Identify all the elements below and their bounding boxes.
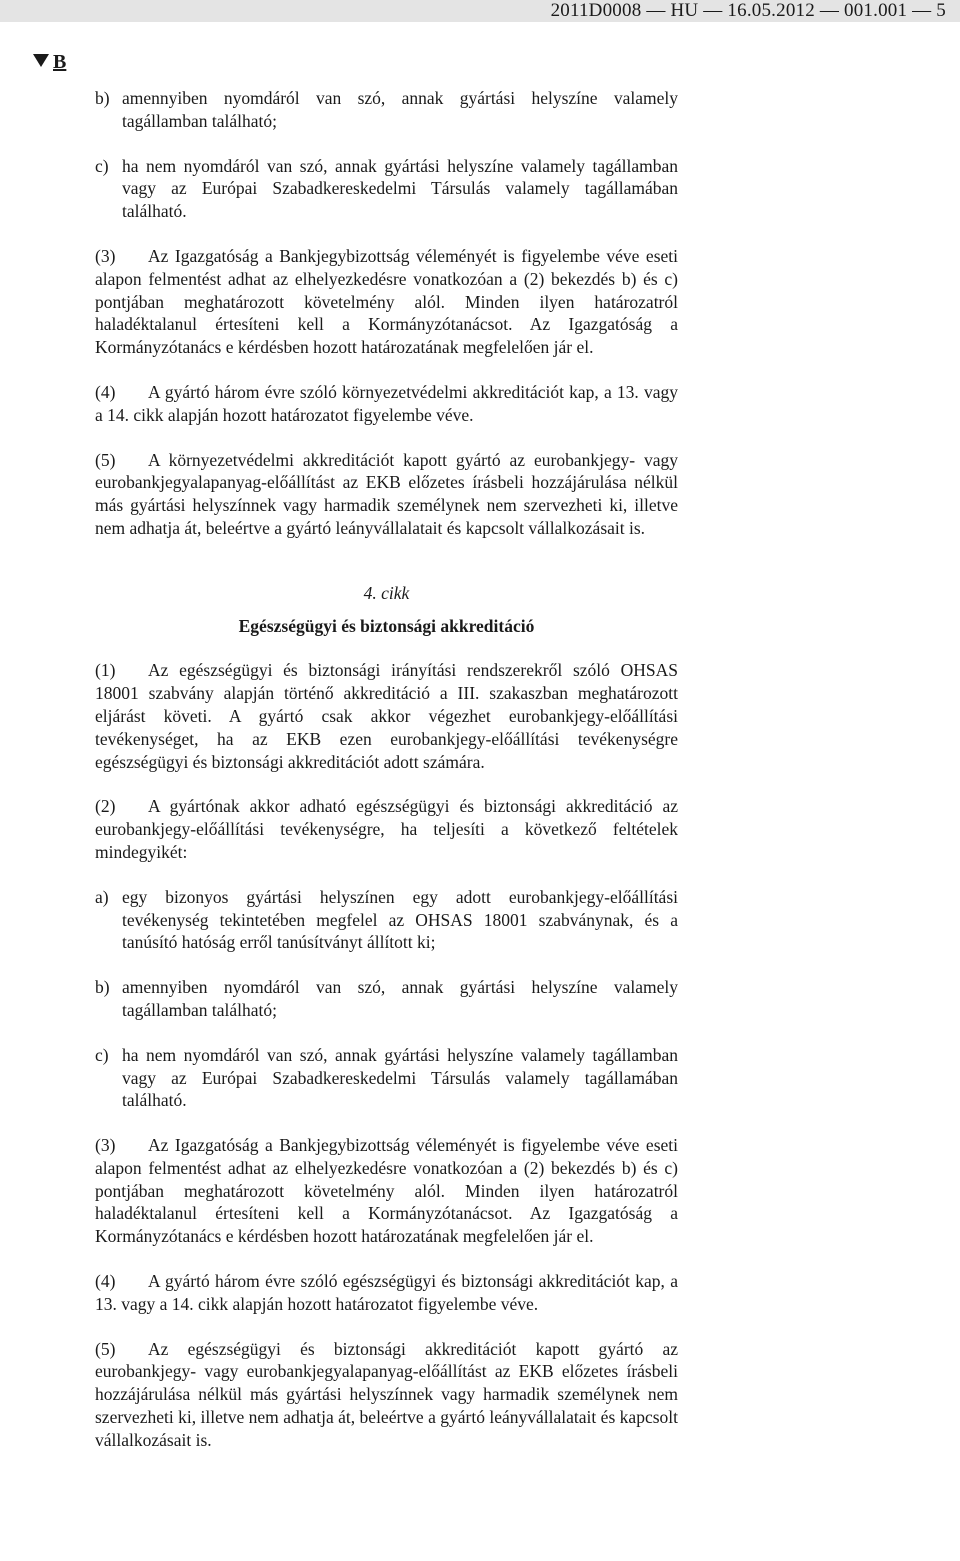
list-item (95, 1044, 678, 1112)
paragraph (95, 659, 678, 773)
item-text: amennyiben nyomdáról van szó, annak gyártási helyszíne valamely tagállamban található; (122, 977, 678, 1020)
paragraph-text: A gyártó három évre szóló egészségügyi és biztonsági akkreditációt kap, a 13. vagy a 14. cikk alapján hozott határozatot figyelembe véve. (95, 1271, 678, 1314)
item-label: a) (95, 886, 109, 907)
paragraph-text: A gyártónak akkor adható egészségügyi és biztonsági akkreditáció az eurobankjegy-előállítási tevékenységre, ha teljesíti a következő feltételek mindegyikét: (95, 796, 678, 862)
paragraph-number: (3) (95, 1135, 116, 1156)
paragraph-number: (4) (95, 381, 116, 402)
marker-label: B (53, 51, 67, 73)
list-item (95, 87, 678, 133)
item-text: egy bizonyos gyártási helyszínen egy adott eurobankjegy-előállítási tevékenység tekintetében megfelel az OHSAS 18001 szabványnak, és a tanúsító hatóság erről tanúsítványt állított ki; (122, 886, 678, 953)
paragraph-number: (1) (95, 660, 116, 681)
paragraph-text: A gyártó három évre szóló környezetvédelmi akkreditációt kap, a 13. vagy a 14. cikk alapján hozott határozatot figyelembe véve. (95, 381, 678, 425)
document-header (0, 0, 960, 22)
paragraph-number: (5) (95, 449, 116, 470)
triangle-down-icon (33, 54, 49, 67)
list-item (95, 886, 678, 954)
list-item (95, 155, 678, 223)
document-body (95, 87, 678, 1474)
article-title: Egészségügyi és biztonsági akkreditáció (238, 615, 535, 636)
paragraph (95, 1134, 678, 1248)
paragraph (95, 1338, 678, 1452)
paragraph (95, 245, 678, 359)
paragraph-number: (5) (95, 1338, 116, 1359)
item-text: ha nem nyomdáról van szó, annak gyártási helyszíne valamely tagállamban vagy az Európai Szabadkereskedelmi Társulás valamely tagállamában található. (122, 1044, 678, 1111)
item-text: amennyiben nyomdáról van szó, annak gyártási helyszíne valamely tagállamban található; (122, 88, 678, 131)
item-label: c) (95, 155, 109, 176)
paragraph-number: (3) (95, 245, 116, 266)
paragraph (95, 449, 678, 540)
item-label: b) (95, 88, 110, 108)
paragraph-text: A környezetvédelmi akkreditációt kapott gyártó az eurobankjegy- vagy eurobankjegyalapanyag-előállítást az EKB előzetes írásbeli hozzájárulása nélkül más gyártási helyszínnek vagy harmadik személynek nem szervezheti ki, illetve nem adhatja át, beleértve a gyártó leányvállalatait és kapcsolt vállalkozásait is. (95, 449, 678, 538)
paragraph (95, 381, 678, 427)
paragraph-text: Az egészségügyi és biztonsági akkreditációt kapott gyártó az eurobankjegy- vagy eurobankjegyalapanyag-előállítást az EKB előzetes írásbeli hozzájárulása nélkül más gyártási helyszínnek vagy harmadik személynek nem szervezheti ki, illetve nem adhatja át, beleértve a gyártó leányvállalatait és kapcsolt vállalkozásait is. (95, 1338, 678, 1450)
paragraph-number: (2) (95, 796, 116, 817)
paragraph-number: (4) (95, 1271, 116, 1292)
paragraph-text: Az Igazgatóság a Bankjegybizottság véleményét is figyelembe véve eseti alapon felmentést adhat az elhelyezkedésre vonatkozóan a (2) bekezdés b) és c) pontjában meghatározott követelmény alól. Minden ilyen határozatról haladéktalanul értesíteni kell a Kormányzótanácsot. Az Igazgatóság a Kormányzótanács e kérdésben hozott határozatának megfelelően jár el. (95, 245, 678, 358)
paragraph (95, 1270, 678, 1316)
item-text: ha nem nyomdáról van szó, annak gyártási helyszíne valamely tagállamban vagy az Európai Szabadkereskedelmi Társulás valamely tagállamában található. (122, 155, 678, 222)
list-item (95, 976, 678, 1022)
header-reference: 2011D0008 — HU — 16.05.2012 — 001.001 — 5 (550, 0, 946, 21)
paragraph-text: Az egészségügyi és biztonsági irányítási rendszerekről szóló OHSAS 18001 szabvány alapján történő akkreditáció a III. szakaszban meghatározott eljárást követi. A gyártó csak akkor végezhet eurobankjegy-előállítási tevékenységet, ha az EKB ezen eurobankjegy-előállítási tevékenységre egészségügyi és biztonsági akkreditációt adott számára. (95, 660, 678, 772)
item-label: b) (95, 977, 110, 998)
article-number: 4. cikk (363, 582, 410, 603)
item-label: c) (95, 1044, 109, 1065)
amendment-marker (33, 50, 66, 74)
paragraph-text: Az Igazgatóság a Bankjegybizottság véleményét is figyelembe véve eseti alapon felmentést adhat az elhelyezkedésre vonatkozóan a (2) bekezdés b) és c) pontjában meghatározott követelmény alól. Minden ilyen határozatról haladéktalanul értesíteni kell a Kormányzótanácsot. Az Igazgatóság a Kormányzótanács e kérdésben hozott határozatának megfelelően jár el. (95, 1135, 678, 1247)
paragraph (95, 795, 678, 863)
